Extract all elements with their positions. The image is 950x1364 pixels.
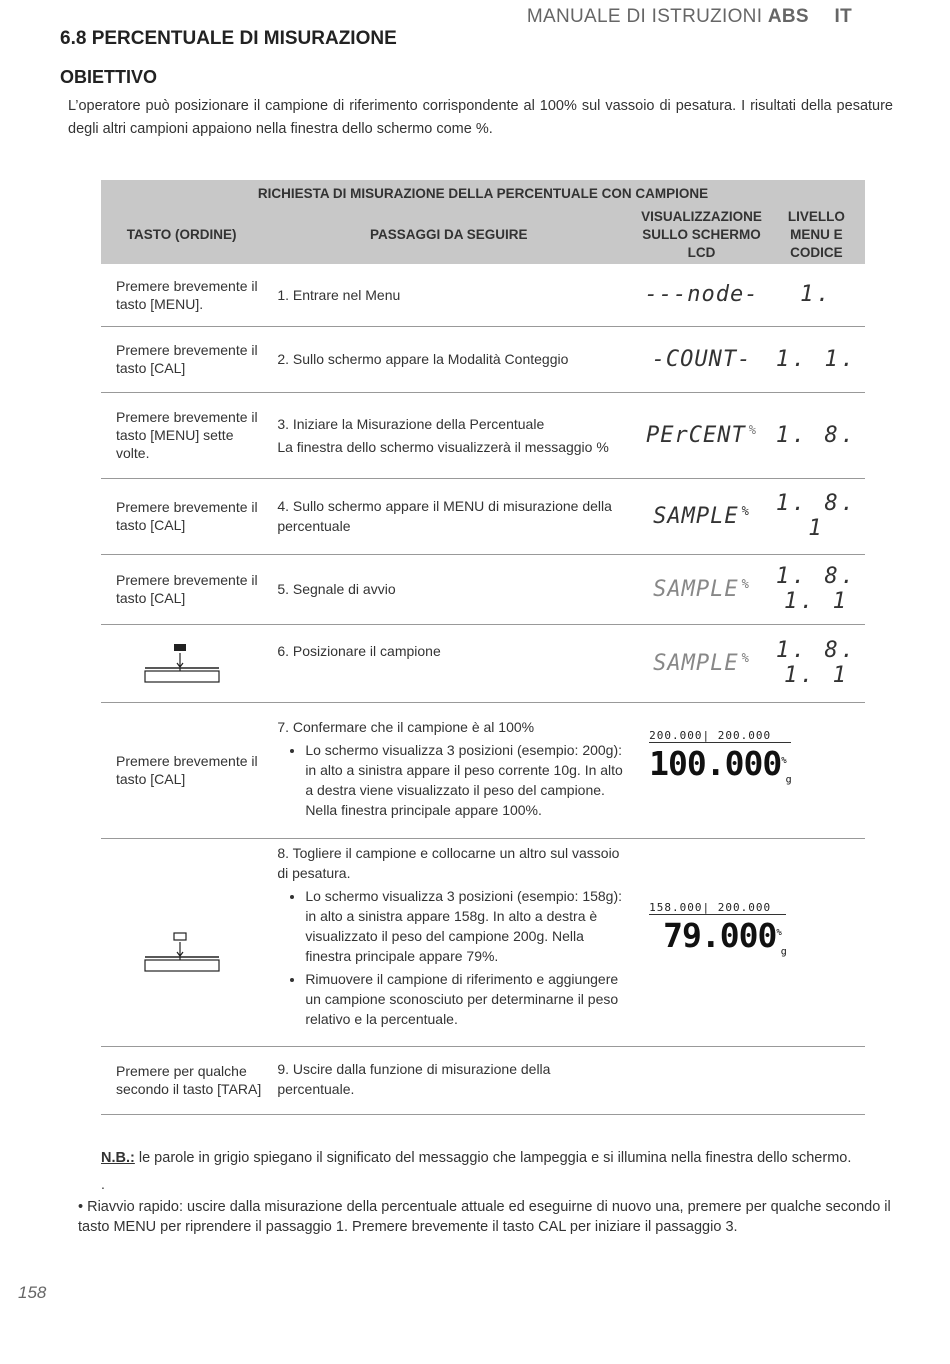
code-cell [768, 478, 865, 554]
code-cell [768, 554, 865, 624]
section-title: 6.8 PERCENTUALE DI MISURAZIONE [60, 28, 397, 49]
percent-indicator: % [741, 576, 750, 591]
table-row [101, 1046, 865, 1114]
percent-indicator: % [741, 503, 750, 518]
lcd-cell [635, 392, 768, 478]
lcd-cell [635, 838, 865, 1046]
menu-code: 1. 1. [775, 346, 858, 372]
table-row [101, 624, 865, 702]
step-text: 7. Confermare che il campione è al 100% [277, 719, 535, 735]
key-cell: Premere brevemente il tasto [CAL] [101, 478, 262, 554]
percent-indicator: % [741, 650, 750, 665]
key-cell: Premere brevemente il tasto [MENU] sette volte. [101, 392, 262, 478]
note [101, 1150, 851, 1166]
language-label: IT [834, 6, 852, 27]
page-number: 158 [18, 1283, 47, 1302]
mini-display [649, 901, 786, 971]
procedure-table [101, 180, 865, 1115]
objective-title: OBIETTIVO [60, 67, 158, 87]
quick-restart-tip: • Riavvio rapido: uscire dalla misurazione della percentuale attuale ed eseguirne di nuovo una, premere per qualche secondo il tasto MENU per riprendere il passaggio 1. Premere brevemente il tasto CAL per iniziare il passaggio 3. [78, 1199, 891, 1235]
step-cell: 4. Sullo schermo appare il MENU di misurazione della percentuale [262, 478, 635, 554]
menu-code: 1. 8. 1. 1 [775, 638, 858, 688]
step-text: 8. Togliere il campione e collocarne un altro sul vassoio di pesatura. [277, 844, 620, 881]
col-header-display: VISUALIZZAZIONE SULLO SCHERMO LCD [635, 206, 768, 264]
mini-display-unit: g [780, 946, 786, 958]
step-cell [262, 838, 635, 1046]
table-row [101, 702, 865, 838]
table-row [101, 554, 865, 624]
percent-indicator: % [748, 422, 757, 437]
table-row [101, 838, 865, 1046]
menu-code: 1. 8. 1 [775, 491, 858, 541]
menu-code: 1. 8. 1. 1 [775, 564, 858, 614]
table-title: RICHIESTA DI MISURAZIONE DELLA PERCENTUALE CON CAMPIONE [101, 180, 865, 206]
step-cell: 2. Sullo schermo appare la Modalità Conteggio [262, 326, 635, 392]
lcd-text: ---node- [644, 282, 759, 308]
place-sample-icon [143, 641, 223, 685]
intro-paragraph: L’operatore può posizionare il campione di riferimento corrispondente al 100% sul vassoio di pesatura. I risultati della pesature degli altri campioni appaiono nella finestra dello schermo come %. [68, 98, 893, 137]
col-header-steps: PASSAGGI DA SEGUIRE [262, 206, 635, 264]
menu-code: 1. 8. [775, 422, 858, 448]
mini-display-value: 79.000 [663, 916, 777, 956]
lcd-cell [635, 264, 768, 326]
step-cell: 6. Posizionare il campione [262, 624, 635, 702]
note-text: le parole in grigio spiegano il significato del messaggio che lampeggia e si illumina nella finestra dello schermo. [134, 1150, 852, 1166]
step-cell [262, 702, 635, 838]
mini-display-percent: % [776, 928, 781, 939]
running-header [527, 6, 852, 28]
step-cell: 5. Segnale di avvio [262, 554, 635, 624]
stray-dot: . [101, 1176, 105, 1192]
table-row [101, 264, 865, 326]
list-item: • Lo schermo visualizza 3 posizioni (esempio: 200g): in alto a sinistra appare il peso corrente 10g. In alto a destra viene visualizzato il peso del campione. Nella finestra principale appare 100%. [305, 740, 625, 820]
mini-display-main [649, 743, 791, 799]
key-cell: Premere per qualche secondo il tasto [TARA] [101, 1046, 262, 1114]
code-cell [768, 326, 865, 392]
key-cell [101, 838, 262, 1046]
mini-display-percent: % [781, 756, 786, 767]
col-header-key: TASTO (ORDINE) [101, 206, 262, 264]
manual-label: MANUALE DI ISTRUZIONI [526, 6, 763, 27]
mini-display-unit: g [785, 774, 791, 786]
key-cell: Premere brevemente il tasto [MENU]. [101, 264, 262, 326]
lcd-text: SAMPLE [653, 576, 739, 602]
menu-code: 1. [800, 282, 833, 308]
lcd-cell [635, 554, 768, 624]
key-cell: Premere brevemente il tasto [CAL] [101, 554, 262, 624]
lcd-text: SAMPLE [653, 503, 739, 529]
step-cell: 9. Uscire dalla funzione di misurazione della percentuale. [262, 1046, 635, 1114]
model-label: ABS [767, 6, 809, 27]
step-cell: 1. Entrare nel Menu [262, 264, 635, 326]
lcd-cell [635, 624, 768, 702]
lcd-cell [635, 326, 768, 392]
mini-display-top: 158.000| 200.000 [649, 901, 786, 915]
step-text: 3. Iniziare la Misurazione della Percentuale [277, 415, 545, 432]
step-bullets [277, 740, 625, 820]
step-bullets [277, 886, 625, 1029]
key-cell: Premere brevemente il tasto [CAL] [101, 326, 262, 392]
code-cell [768, 264, 865, 326]
lcd-text: SAMPLE [653, 650, 739, 676]
table-row [101, 392, 865, 478]
list-item: • Rimuovere il campione di riferimento e aggiungere un campione sconosciuto per determinarne il peso relativo e la percentuale. [305, 969, 625, 1029]
list-item: • Lo schermo visualizza 3 posizioni (esempio: 158g): in alto a sinistra appare 158g. In alto a destra è visualizzato il peso del campione 200g. Nella finestra principale appare 79%. [305, 886, 625, 966]
table-row [101, 326, 865, 392]
mini-display-top: 200.000| 200.000 [649, 729, 791, 743]
step-cell [262, 392, 635, 478]
lcd-cell [635, 478, 768, 554]
key-cell [101, 624, 262, 702]
step-subtext: La finestra dello schermo visualizzerà il messaggio % [277, 438, 609, 455]
code-cell [768, 624, 865, 702]
col-header-code: LIVELLO MENU E CODICE [768, 206, 865, 264]
lcd-text: PErCENT [646, 422, 746, 448]
swap-sample-icon [143, 930, 223, 974]
table-row [101, 478, 865, 554]
mini-display [649, 729, 791, 799]
key-cell: Premere brevemente il tasto [CAL] [101, 702, 262, 838]
mini-display-value: 100.000 [649, 744, 782, 784]
code-cell [768, 392, 865, 478]
lcd-cell [635, 702, 865, 838]
note-label: N.B.: [101, 1150, 135, 1166]
lcd-text: -COUNT- [651, 346, 752, 372]
mini-display-main [663, 915, 786, 971]
